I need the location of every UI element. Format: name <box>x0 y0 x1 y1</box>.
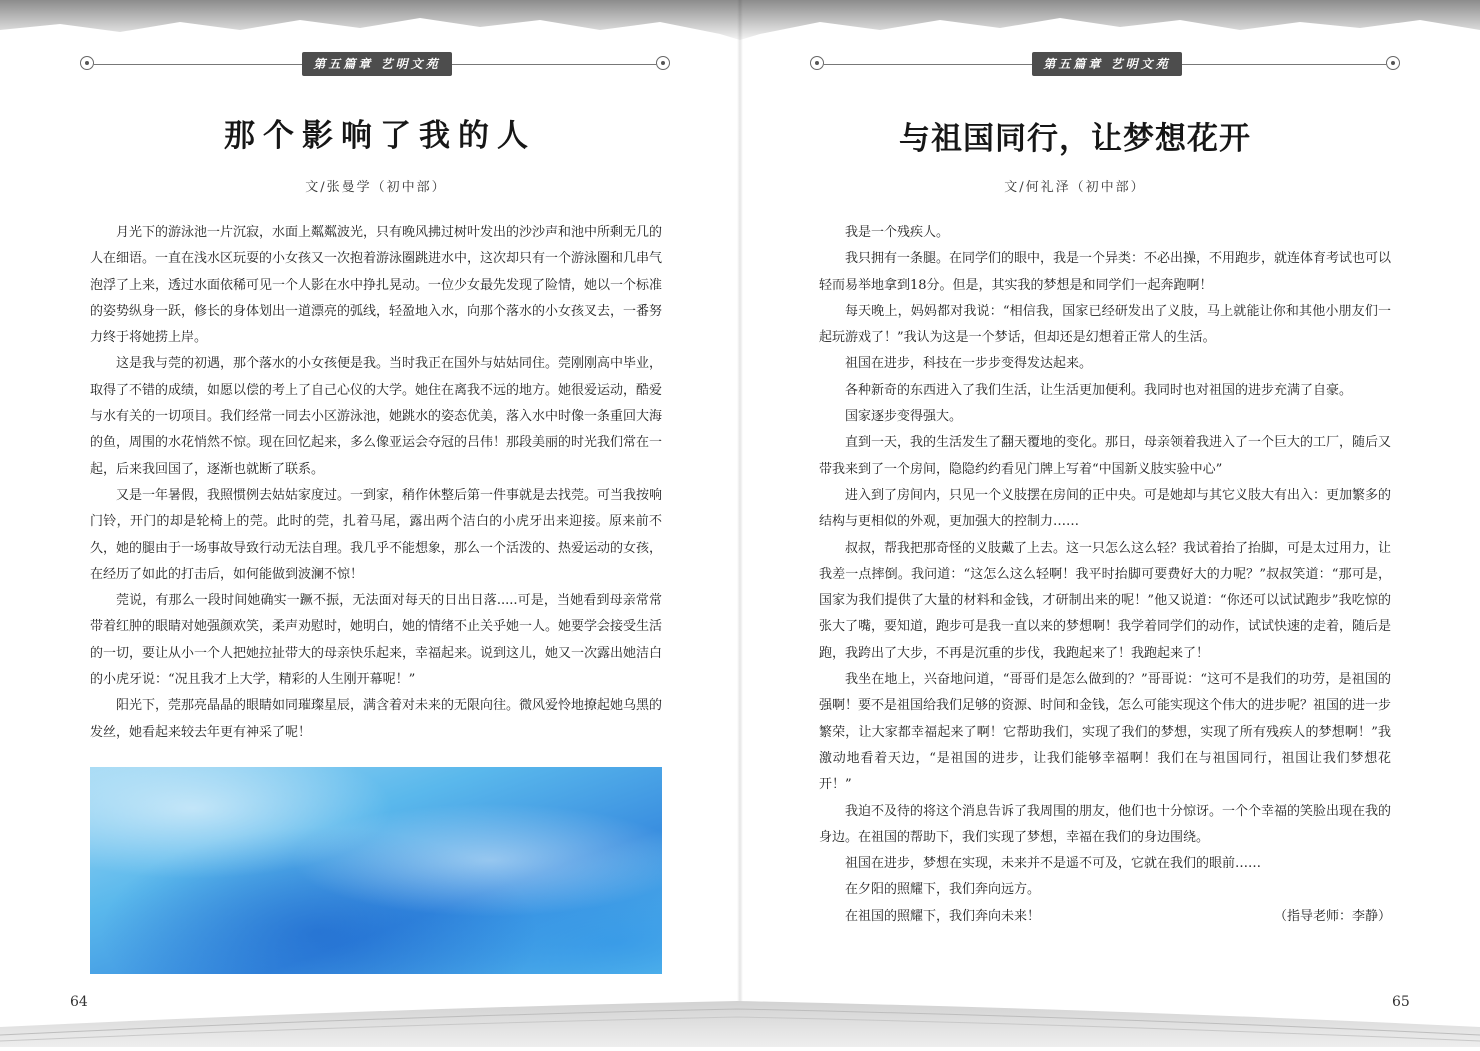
paragraph: 我只拥有一条腿。在同学们的眼中，我是一个异类：不必出操，不用跑步，就连体育考试也可以轻而易举地拿到18分。但是，其实我的梦想是和同学们一起奔跑啊！ <box>819 251 1392 293</box>
chapter-label: 第五篇章 艺明文苑 <box>302 52 452 76</box>
chapter-label: 第五篇章 艺明文苑 <box>1032 52 1182 76</box>
advisor-credit: （指导老师：李静） <box>1273 908 1391 924</box>
article-body <box>90 220 662 746</box>
paragraph: 进入到了房间内，只见一个义肢摆在房间的正中央。可是她却与其它义肢大有出入：更加繁多的结构与更相似的外观，更加强大的控制力…… <box>819 487 1392 530</box>
paragraph: 又是一年暑假，我照惯例去姑姑家度过。一到家，稍作休整后第一件事就是去找莞。可当我按响门铃，开门的却是轮椅上的莞。此时的莞，扎着马尾，露出两个洁白的小虎牙出来迎接。原来前不久，她的腿由于一场事故导致行动无法自理。我几乎不能想象，那么一个活泼的、热爱运动的女孩，在经历了如此的打击后，如何能做到波澜不惊！ <box>90 487 663 582</box>
paragraph: 各种新奇的东西进入了我们生活，让生活更加便利。我同时也对祖国的进步充满了自豪。 <box>845 382 1353 398</box>
chapter-header <box>810 52 1400 78</box>
right-page <box>740 0 1480 1047</box>
closing-sentence: 在祖国的照耀下，我们奔向未来！ <box>845 908 1041 924</box>
article-title: 与祖国同行，让梦想花开 <box>899 121 1251 157</box>
header-ornament-left <box>80 56 94 70</box>
article-title: 那个影响了我的人 <box>224 118 536 154</box>
header-ornament-right <box>1386 56 1400 70</box>
article-body <box>819 220 1391 930</box>
article-byline: 文/何礼泽（初中部） <box>1004 180 1146 195</box>
page-number: 65 <box>1392 994 1410 1010</box>
decorative-watercolor-image <box>90 767 662 974</box>
paragraph: 叔叔，帮我把那奇怪的义肢戴了上去。这一只怎么这么轻？我试着抬了抬脚，可是太过用力，让我差一点摔倒。我问道：“这怎么这么轻啊！我平时抬脚可要费好大的力呢？”叔叔笑道：“那可是，国家为我们提供了大量的材料和金钱，才研制出来的呢！”他又说道：“你还可以试试跑步”我吃惊的张大了嘴，要知道，跑步可是我一直以来的梦想啊！我学着同学们的动作，试试快速的走着，随后是跑，我跨出了大步，不再是沉重的步伐，我跑起来了！我跑起来了！ <box>819 540 1392 661</box>
paragraph: 国家逐步变得强大。 <box>845 409 963 425</box>
bottom-page-curl <box>0 995 1480 1047</box>
article-byline: 文/张曼学（初中部） <box>305 180 447 195</box>
paragraph: 我是一个残疾人。 <box>845 225 950 240</box>
paragraph: 在夕阳的照耀下，我们奔向远方。 <box>845 882 1041 898</box>
left-page <box>0 0 740 1047</box>
header-ornament-left <box>810 56 824 70</box>
paragraph: 我坐在地上，兴奋地问道，“哥哥们是怎么做到的？”哥哥说：“这可不是我们的功劳，是祖国的强啊！要不是祖国给我们足够的资源、时间和金钱，怎么可能实现这个伟大的进步呢？祖国的进一步繁荣，让大家都幸福起来了啊！它帮助我们，实现了我们的梦想，实现了所有残疾人的梦想啊！”我激动地看着天边，“是祖国的进步，让我们能够幸福啊！我们在与祖国同行，祖国让我们梦想花开！” <box>819 672 1392 793</box>
header-ornament-right <box>656 56 670 70</box>
paragraph: 月光下的游泳池一片沉寂，水面上粼粼波光，只有晚风拂过树叶发出的沙沙声和池中所剩无几的人在细语。一直在浅水区玩耍的小女孩又一次抱着游泳圈跳进水中，这次却只有一个游泳圈和几串气泡浮了上来，透过水面依稀可见一个人影在水中挣扎晃动。一位少女最先发现了险情，她以一个标准的姿势纵身一跃，修长的身体划出一道漂亮的弧线，轻盈地入水，向那个落水的小女孩叉去，一番努力终于将她捞上岸。 <box>90 225 663 346</box>
paragraph: 祖国在进步，梦想在实现，未来并不是遥不可及，它就在我们的眼前…… <box>845 856 1262 872</box>
paragraph: 我迫不及待的将这个消息告诉了我周围的朋友，他们也十分惊讶。一个个幸福的笑脸出现在我的身边。在祖国的帮助下，我们实现了梦想，幸福在我们的身边围绕。 <box>819 803 1392 845</box>
closing-line <box>819 904 1391 930</box>
paragraph: 祖国在进步，科技在一步步变得发达起来。 <box>845 356 1093 372</box>
paragraph: 这是我与莞的初遇，那个落水的小女孩便是我。当时我正在国外与姑姑同住。莞刚刚高中毕业，取得了不错的成绩，如愿以偿的考上了自己心仪的大学。她住在离我不远的地方。她很爱运动，酷爱与水有关的一切项目。我们经常一同去小区游泳池，她跳水的姿态优美，落入水中时像一条重回大海的鱼，周围的水花悄然不惊。现在回忆起来，多么像亚运会夺冠的吕伟！那段美丽的时光我们常在一起，后来我回国了，逐渐也就断了联系。 <box>90 356 663 477</box>
paragraph: 直到一天，我的生活发生了翻天覆地的变化。那日，母亲领着我进入了一个巨大的工厂，随后又带我来到了一个房间，隐隐约约看见门牌上写着“中国新义肢实验中心” <box>819 435 1392 477</box>
paragraph: 阳光下，莞那亮晶晶的眼睛如同璀璨星辰，满含着对未来的无限向往。微风爱怜地撩起她乌黑的发丝，她看起来较去年更有神采了呢！ <box>90 698 663 740</box>
chapter-header <box>80 52 670 78</box>
paragraph: 莞说，有那么一段时间她确实一蹶不振，无法面对每天的日出日落.....可是，当她看到母亲常常带着红肿的眼睛对她强颜欢笑，柔声劝慰时，她明白，她的情绪不止关乎她一人。她要学会接受生活的一切，要让从小一个人把她拉扯带大的母亲快乐起来，幸福起来。说到这儿，她又一次露出她洁白的小虎牙说：“况且我才上大学，精彩的人生刚开幕呢！” <box>90 593 663 688</box>
page-number: 64 <box>70 994 88 1010</box>
paragraph: 每天晚上，妈妈都对我说：“相信我，国家已经研发出了义肢，马上就能让你和其他小朋友们一起玩游戏了！”我认为这是一个梦话，但却还是幻想着正常人的生活。 <box>819 303 1391 346</box>
